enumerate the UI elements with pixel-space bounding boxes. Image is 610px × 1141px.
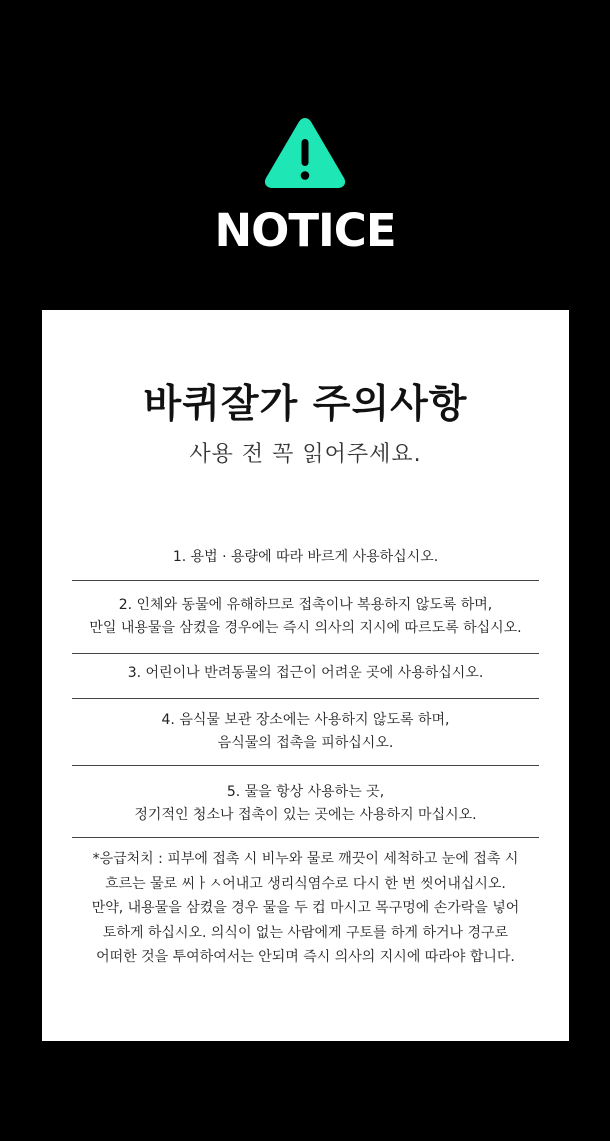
emergency-line: 어떠한 것을 투여하여서는 안되며 즉시 의사의 지시에 따라야 합니다. — [96, 949, 515, 965]
divider — [72, 653, 539, 654]
caution-item-2 — [72, 594, 539, 640]
divider — [72, 837, 539, 838]
caution-card — [42, 310, 569, 1041]
warning-triangle-icon — [262, 114, 348, 190]
caution-item-1 — [72, 546, 539, 569]
caution-item-5 — [72, 781, 539, 827]
notice-header — [0, 0, 610, 310]
caution-item-line: 만일 내용물을 삼켰을 경우에는 즉시 의사의 지시에 따르도록 하십시오. — [89, 620, 522, 636]
caution-item-3 — [72, 662, 539, 685]
caution-item-line: 1. 용법 · 용량에 따라 바르게 사용하십시오. — [172, 549, 439, 565]
caution-item-line: 음식물의 접촉을 피하십시오. — [217, 735, 394, 751]
emergency-care-text — [72, 847, 539, 970]
caution-item-line: 3. 어린이나 반려동물의 접근이 어려운 곳에 사용하십시오. — [127, 665, 484, 681]
emergency-line: 토하게 하십시오. 의식이 없는 사람에게 구토를 하게 하거나 경구로 — [102, 924, 509, 941]
caution-item-line: 2. 인체와 동물에 유해하므로 접촉이나 복용하지 않도록 하며, — [118, 597, 493, 613]
emergency-line: *응급처치 : 피부에 접촉 시 비누와 물로 깨끗이 세척하고 눈에 접촉 시 — [92, 851, 519, 867]
caution-item-line: 5. 물을 항상 사용하는 곳, — [226, 784, 385, 800]
emergency-line: 만약, 내용물을 삼켰을 경우 물을 두 컵 마시고 목구멍에 손가락을 넣어 — [91, 900, 520, 916]
divider — [72, 698, 539, 699]
card-title: 바퀴잘가 주의사항 — [143, 382, 468, 427]
divider — [72, 580, 539, 581]
caution-item-line: 정기적인 청소나 접촉이 있는 곳에는 사용하지 마십시오. — [134, 807, 477, 823]
emergency-line: 흐르는 물로 씨ㅏㅅ어내고 생리식염수로 다시 한 번 씻어내십시오. — [105, 875, 506, 892]
caution-item-line: 4. 음식물 보관 장소에는 사용하지 않도록 하며, — [161, 712, 450, 728]
notice-title: NOTICE — [214, 204, 396, 257]
divider — [72, 765, 539, 766]
card-subtitle: 사용 전 꼭 읽어주세요. — [189, 442, 422, 467]
caution-item-4 — [72, 709, 539, 755]
